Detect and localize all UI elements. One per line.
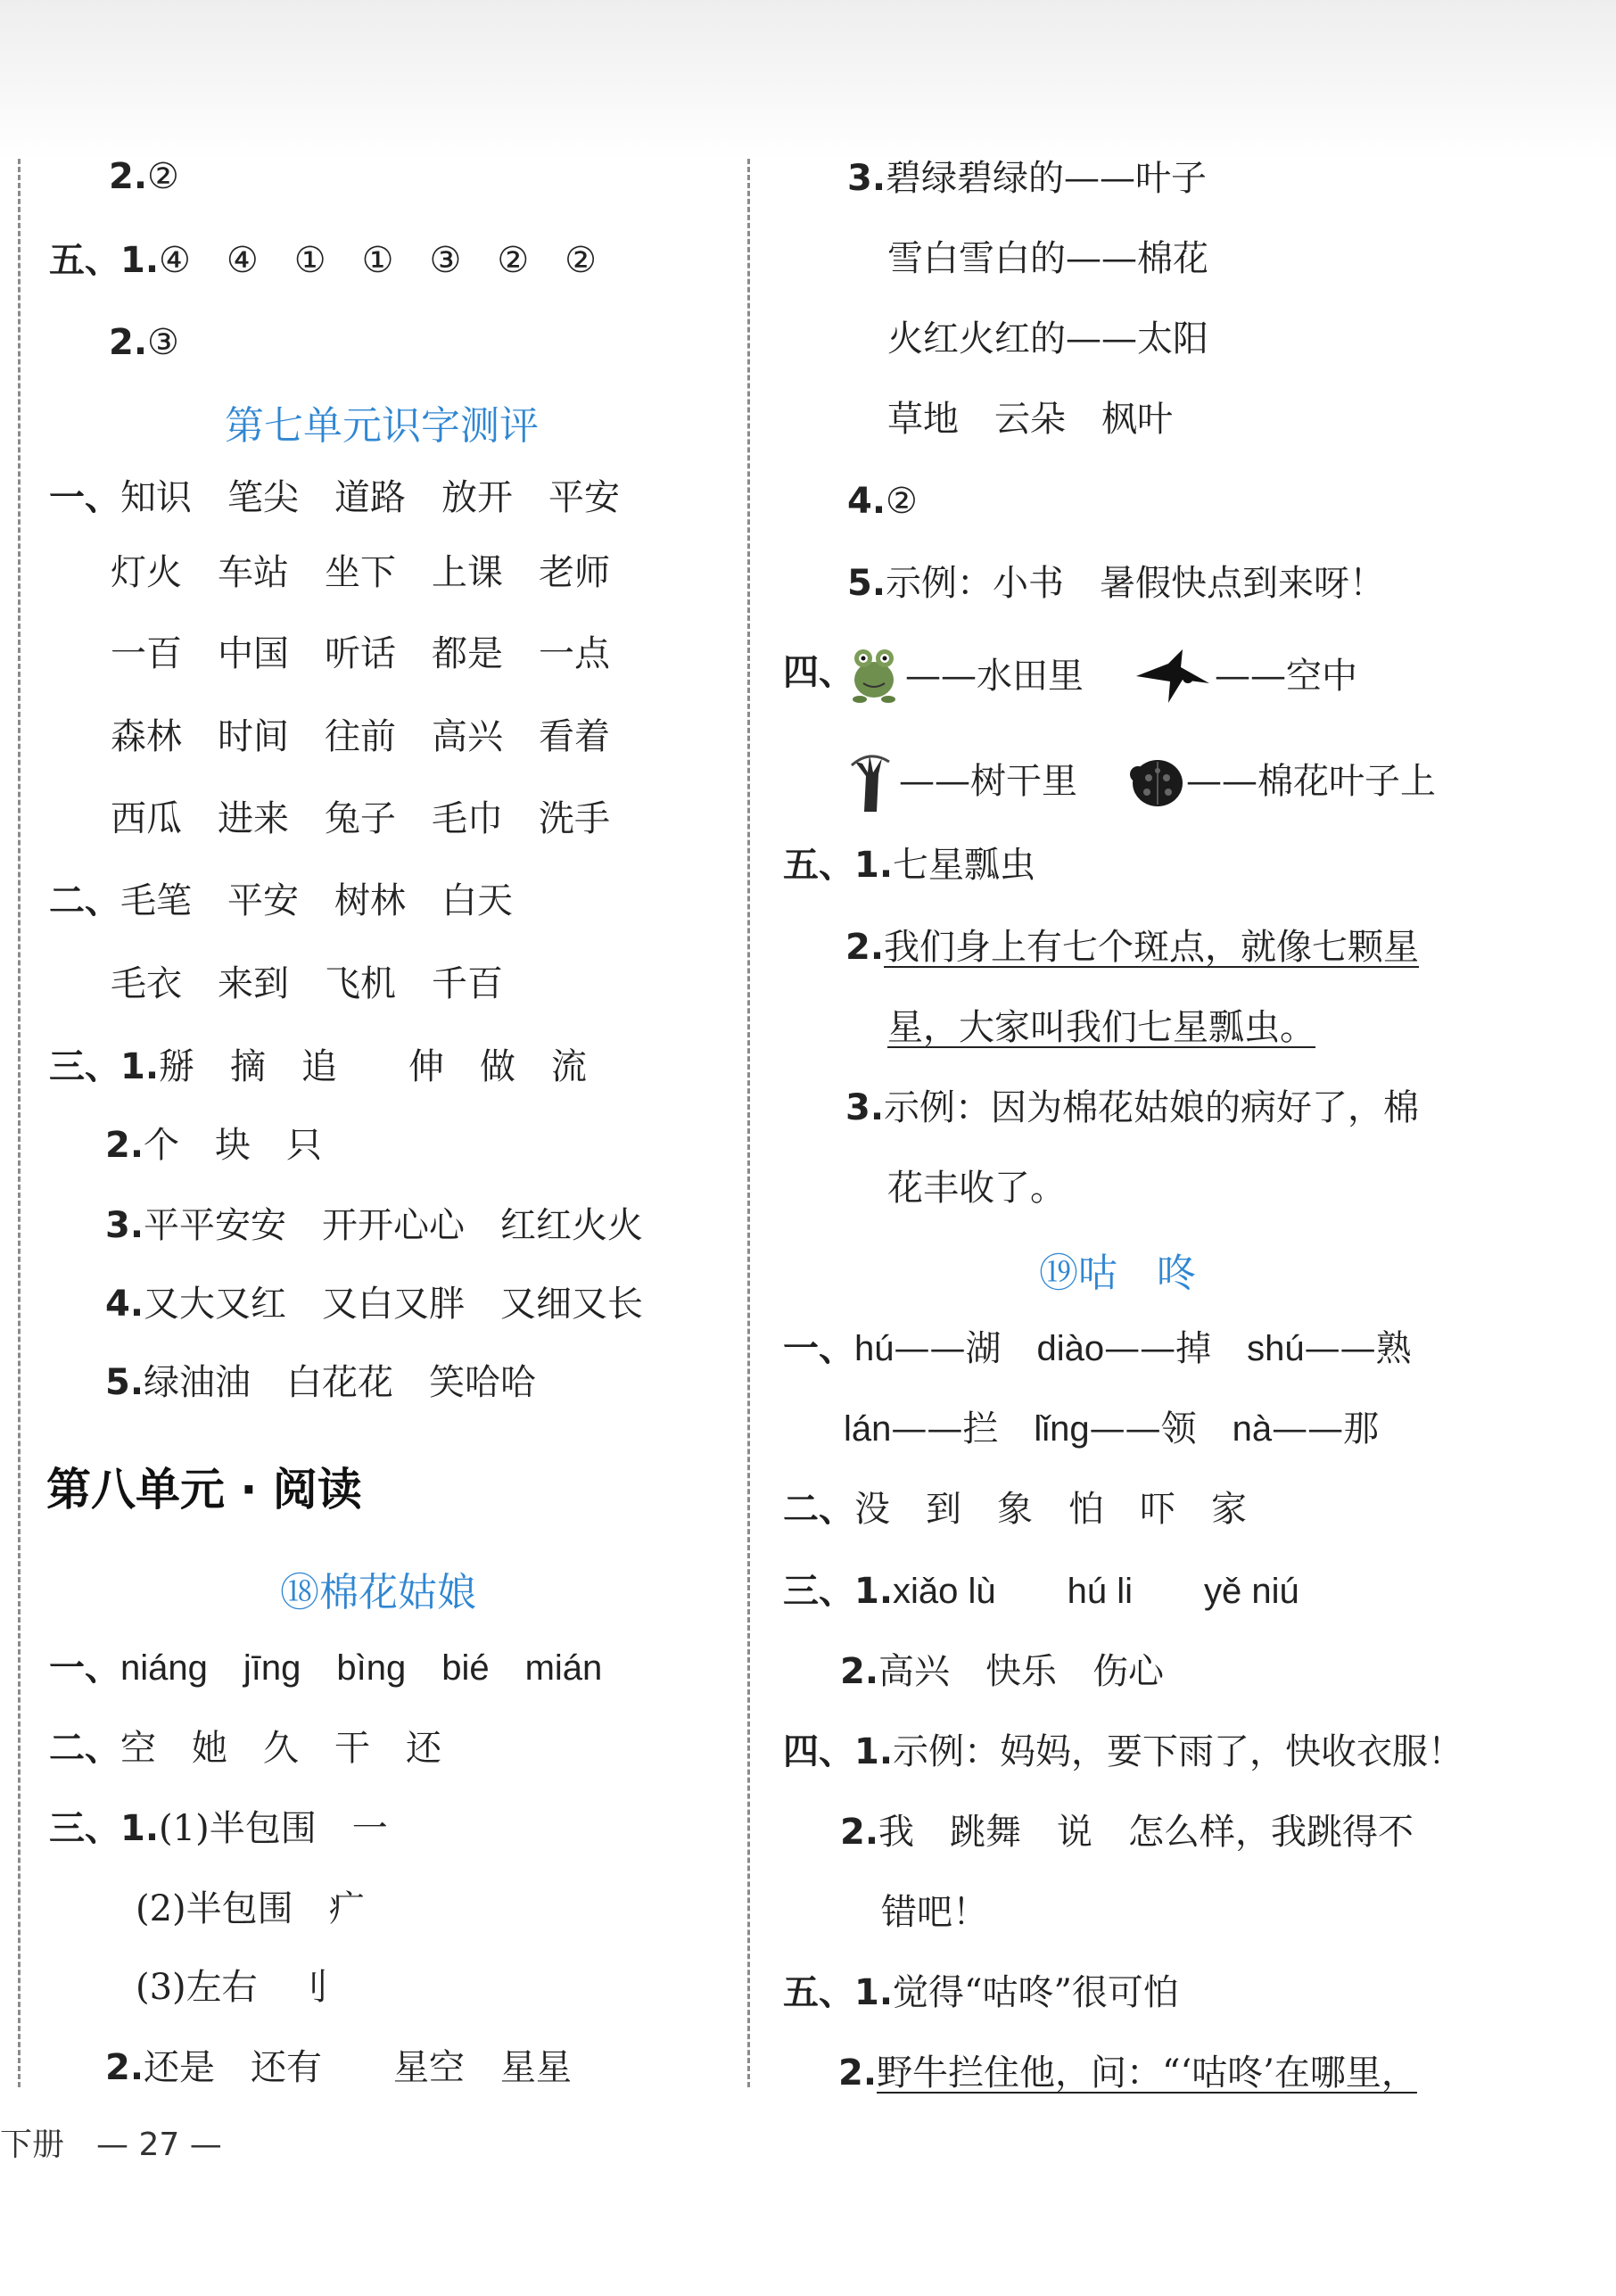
answer-line: 2.还是 还有 星空 星星: [105, 2047, 573, 2088]
ladybug-icon: [1125, 747, 1188, 812]
answer-line: 一、hú——湖 diào——掉 shú——熟: [783, 1328, 1412, 1369]
answer-line: 二、没 到 象 怕 吓 家: [783, 1489, 1247, 1530]
frog-icon: [847, 640, 901, 705]
swallow-icon: [1133, 644, 1213, 708]
lesson19-heading: ⑲咕 咚: [1039, 1251, 1196, 1296]
answer-line: 灯火 车站 坐下 上课 老师: [111, 552, 610, 593]
answer-line: 错吧！: [881, 1892, 988, 1933]
answer-line: 2.野牛拦住他，问：“‘咕咚’在哪里，: [838, 2052, 1417, 2094]
answer-line: 3.示例：因为棉花姑娘的病好了，棉: [845, 1087, 1420, 1128]
volume-label: 下册: [0, 2127, 65, 2163]
answer-line: 五、1.觉得“咕咚”很可怕: [783, 1972, 1179, 2013]
answer-line: (2)半包围 疒: [136, 1888, 365, 1929]
answer-line: ——空中: [1215, 656, 1357, 697]
unit7-heading: 第七单元识字测评: [225, 403, 539, 449]
tree-trunk-icon: [843, 749, 896, 814]
answer-line: 花丰收了。: [887, 1168, 1066, 1209]
answer-line: 森林 时间 往前 高兴 看着: [111, 716, 610, 757]
answer-line: 三、1.掰 摘 追 伸 做 流: [49, 1046, 588, 1087]
answer-line: ——水田里: [905, 656, 1084, 697]
answer-line: 5.绿油油 白花花 笑哈哈: [105, 1362, 537, 1403]
column-divider: [747, 159, 750, 2087]
unit8-heading: 第八单元 · 阅读: [46, 1464, 362, 1516]
answer-line: 一百 中国 听话 都是 一点: [111, 633, 610, 674]
answer-line: 2.我们身上有七个斑点，就像七颗星: [845, 927, 1420, 968]
page-number: — 27 —: [96, 2127, 222, 2163]
answer-line: 二、毛笔 平安 树林 白天: [49, 880, 513, 921]
answer-line: 四、: [783, 652, 854, 693]
answer-line: ——树干里: [899, 761, 1077, 802]
answer-line: 4.又大又红 又白又胖 又细又长: [105, 1284, 644, 1325]
answer-line: (3)左右 刂: [136, 1967, 329, 2008]
page-footer: [0, 2123, 222, 2168]
answer-line: ——棉花叶子上: [1186, 761, 1436, 802]
answer-line: lán——拦 lǐng——领 nà——那: [844, 1408, 1380, 1449]
answer-line: 星，大家叫我们七星瓢虫。: [887, 1007, 1315, 1048]
answer-line: 二、空 她 久 干 还: [49, 1728, 441, 1769]
answer-line: 一、知识 笔尖 道路 放开 平安: [49, 477, 620, 518]
answer-line: 雪白雪白的——棉花: [887, 238, 1208, 279]
answer-line: 3.平平安安 开开心心 红红火火: [105, 1205, 644, 1246]
lesson18-heading: ⑱棉花姑娘: [280, 1570, 476, 1615]
answer-line: 五、1.④ ④ ① ① ③ ② ②: [49, 240, 598, 281]
answer-line: 草地 云朵 枫叶: [887, 399, 1173, 440]
answer-line: 三、1.(1)半包围 一: [49, 1808, 388, 1849]
scan-shading: [0, 0, 1616, 161]
answer-line: 3.碧绿碧绿的——叶子: [847, 158, 1208, 199]
answer-line: 2.高兴 快乐 伤心: [840, 1651, 1165, 1692]
answer-line: 2.个 块 只: [105, 1125, 323, 1166]
answer-line: 4.②: [847, 481, 918, 522]
answer-line: 三、1.xiǎo lù hú li yě niú: [783, 1571, 1299, 1612]
answer-line: 一、niáng jīng bìng bié mián: [49, 1648, 603, 1689]
answer-line: 四、1.示例：妈妈，要下雨了，快收衣服！: [783, 1731, 1464, 1772]
answer-line: 2.②: [109, 156, 179, 197]
answer-line: 火红火红的——太阳: [887, 318, 1208, 359]
answer-line: 五、1.七星瓢虫: [783, 845, 1036, 886]
answer-line: 毛衣 来到 飞机 千百: [111, 963, 503, 1004]
answer-line: 2.③: [109, 322, 179, 363]
answer-line: 5.示例：小书 暑假快点到来呀！: [847, 563, 1386, 604]
answer-line: 西瓜 进来 兔子 毛巾 洗手: [111, 798, 610, 839]
left-margin-divider: [18, 159, 21, 2087]
answer-line: 2.我 跳舞 说 怎么样，我跳得不: [840, 1812, 1414, 1853]
